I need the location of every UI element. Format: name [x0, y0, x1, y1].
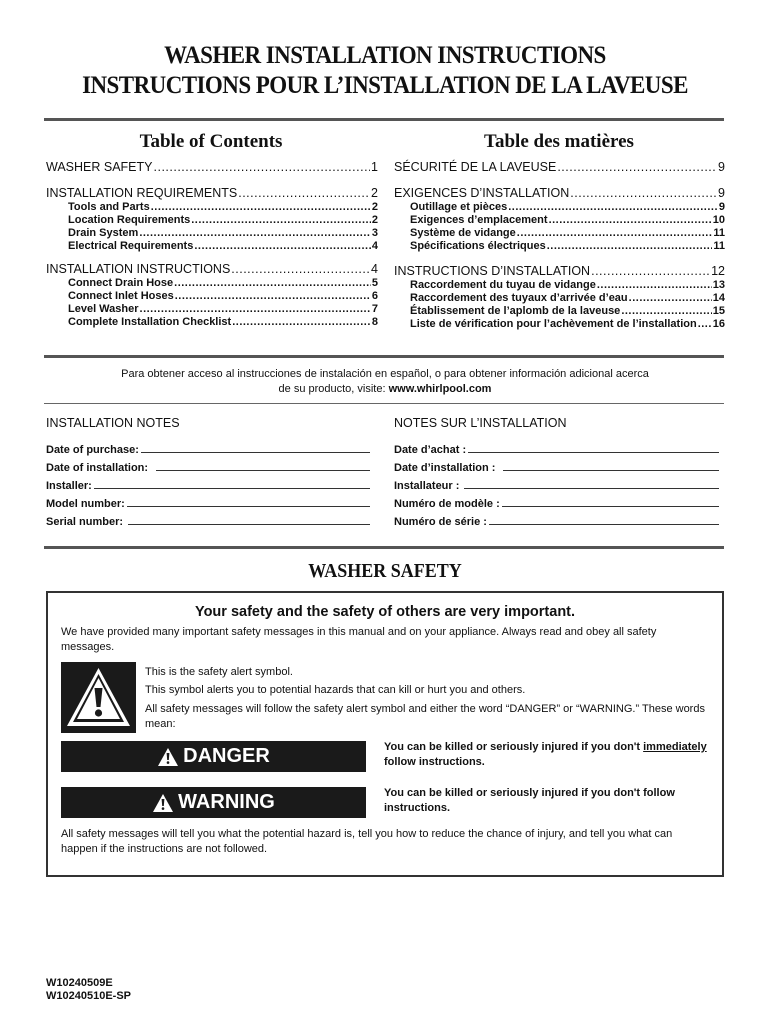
- safety-headline: Your safety and the safety of others are very important.: [194, 604, 576, 620]
- toc-subentry[interactable]: Drain System ..... 3: [68, 227, 378, 239]
- alert-line: This is the safety alert symbol.: [145, 666, 293, 678]
- note-field-installateur[interactable]: Installateur :: [394, 479, 719, 492]
- danger-description: You can be killed or seriously injured if you don't immediately follow instructions.: [384, 741, 707, 768]
- toc-heading-en: Table of Contents: [139, 131, 283, 152]
- toc-subentry[interactable]: Exigences d’emplacement ..... 10: [410, 214, 725, 226]
- warning-description: You can be killed or seriously injured if you don't follow instructions.: [384, 787, 675, 814]
- website-link[interactable]: www.whirlpool.com: [388, 383, 492, 395]
- danger-signal: DANGER: [61, 741, 366, 772]
- note-field-installation-date[interactable]: Date of installation:: [46, 461, 370, 474]
- safety-closing: All safety messages will tell you what the potential hazard is, tell you how to reduce the chance of injury, and tell you what can happen if the instructions are not followed.: [61, 828, 673, 855]
- document-title: WASHER INSTALLATION INSTRUCTIONS: [164, 42, 606, 69]
- note-field-serie[interactable]: Numéro de série :: [394, 515, 719, 528]
- toc-entry-exigences[interactable]: EXIGENCES D’INSTALLATION ..... 9: [394, 186, 725, 200]
- toc-entry-washer-safety[interactable]: WASHER SAFETY ..... 1: [46, 160, 378, 174]
- toc-subentry[interactable]: Outillage et pièces ..... 9: [410, 201, 725, 213]
- toc-entry-installation-requirements[interactable]: INSTALLATION REQUIREMENTS ..... 2: [46, 186, 378, 200]
- notes-heading-fr: NOTES SUR L’INSTALLATION: [394, 416, 567, 430]
- note-field-date-installation[interactable]: Date d’installation :: [394, 461, 719, 474]
- divider: [44, 403, 724, 404]
- note-field-purchase[interactable]: Date of purchase:: [46, 443, 370, 456]
- toc-subentry[interactable]: Spécifications électriques ..... 11: [410, 240, 725, 252]
- note-field-achat[interactable]: Date d’achat :: [394, 443, 719, 456]
- toc-entry-installation-instructions[interactable]: INSTALLATION INSTRUCTIONS ..... 4: [46, 262, 378, 276]
- part-number: W10240510E-SP: [46, 990, 131, 1002]
- toc-subentry[interactable]: Electrical Requirements ..... 4: [68, 240, 378, 252]
- notes-heading-en: INSTALLATION NOTES: [46, 416, 180, 430]
- alert-line: This symbol alerts you to potential hazards that can kill or hurt you and others.: [145, 684, 526, 696]
- toc-subentry[interactable]: Level Washer ..... 7: [68, 303, 378, 315]
- warning-triangle-icon: [157, 747, 179, 767]
- toc-subentry[interactable]: Complete Installation Checklist ..... 8: [68, 316, 378, 328]
- toc-subentry[interactable]: Connect Drain Hose ..... 5: [68, 277, 378, 289]
- toc-entry-securite[interactable]: SÉCURITÉ DE LA LAVEUSE ..... 9: [394, 160, 725, 174]
- toc-subentry[interactable]: Liste de vérification pour l’achèvement de l’installation ..... 16: [410, 318, 725, 330]
- toc-subentry[interactable]: Tools and Parts ..... 2: [68, 201, 378, 213]
- toc-subentry[interactable]: Location Requirements ..... 2: [68, 214, 378, 226]
- toc-subentry[interactable]: Système de vidange ..... 11: [410, 227, 725, 239]
- spanish-note: Para obtener acceso al instrucciones de instalación en español, o para obtener información adicional acerca de su producto, visite: www.whirlpool.com: [121, 368, 649, 395]
- part-number: W10240509E: [46, 977, 113, 989]
- toc-entry-instructions[interactable]: INSTRUCTIONS D’INSTALLATION ..... 12: [394, 264, 725, 278]
- warning-signal: WARNING: [61, 787, 366, 818]
- safety-alert-icon: [61, 662, 136, 733]
- document-title-fr: INSTRUCTIONS POUR L’INSTALLATION DE LA LAVEUSE: [82, 72, 688, 99]
- note-field-installer[interactable]: Installer:: [46, 479, 370, 492]
- note-field-modele[interactable]: Numéro de modèle :: [394, 497, 719, 510]
- toc-subentry[interactable]: Raccordement du tuyau de vidange ..... 13: [410, 279, 725, 291]
- toc-subentry[interactable]: Raccordement des tuyaux d’arrivée d’eau ..... 14: [410, 292, 725, 304]
- toc-subentry[interactable]: Connect Inlet Hoses ..... 6: [68, 290, 378, 302]
- safety-intro: We have provided many important safety messages in this manual and on your appliance. Always read and obey all safety messages.: [61, 626, 657, 653]
- note-field-serial[interactable]: Serial number:: [46, 515, 370, 528]
- warning-triangle-icon: [152, 793, 174, 813]
- toc-subentry[interactable]: Établissement de l’aplomb de la laveuse ..... 15: [410, 305, 725, 317]
- divider: [44, 355, 724, 358]
- alert-line: All safety messages will follow the safety alert symbol and either the word “DANGER” or “WARNING.” These words mean:: [145, 703, 705, 730]
- divider: [44, 546, 724, 549]
- note-field-model[interactable]: Model number:: [46, 497, 370, 510]
- section-title-washer-safety: WASHER SAFETY: [308, 560, 462, 582]
- divider: [44, 118, 724, 121]
- toc-heading-fr: Table des matières: [484, 131, 634, 152]
